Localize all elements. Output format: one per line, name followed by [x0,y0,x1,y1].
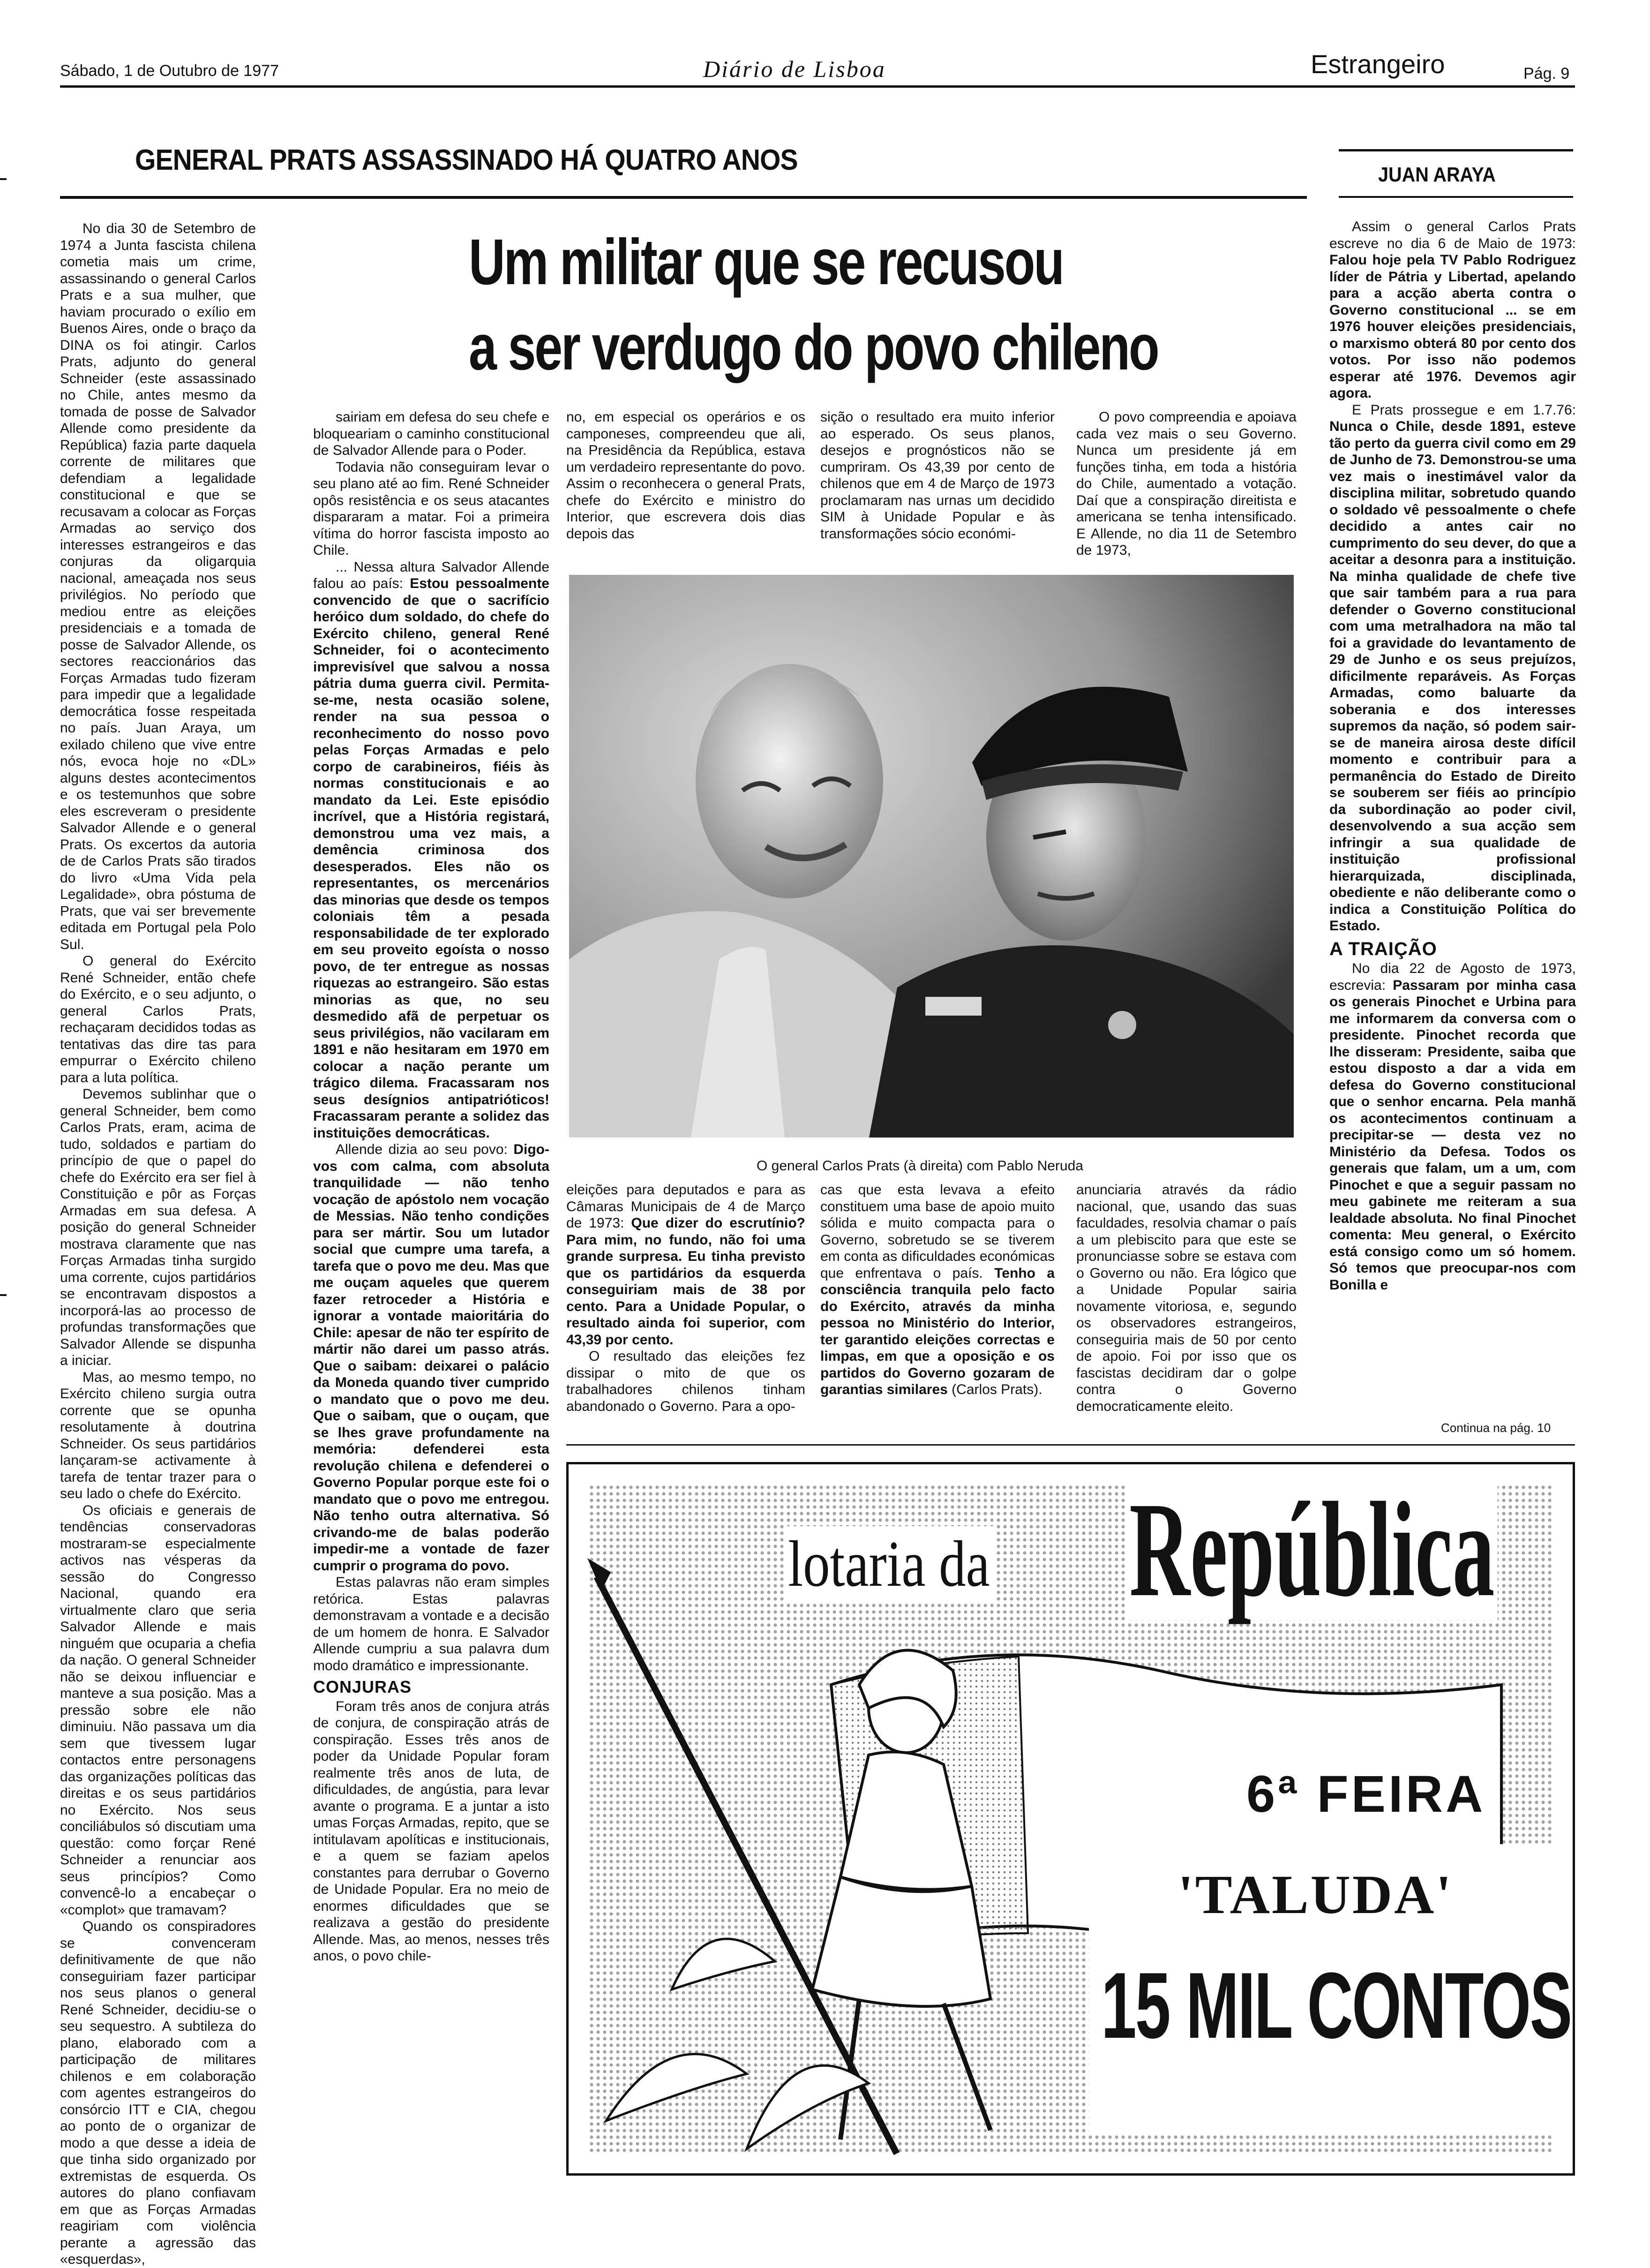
ad-title-republica: República [1126,1479,1498,1620]
lottery-advertisement [566,1462,1575,2176]
text-run: Assim o general Carlos Prats escreve no dia 6 de Maio de 1973: [1329,219,1576,251]
story-column-2 [313,409,549,2172]
body-paragraph: Foram três anos de conjura atrás de conjura, de conspiração atrás de conspiração. Esses três anos de poder da Unidade Popular foram realmente três anos de luta, de dificuldades, de angústia, para levar avante o programa. E a juntar a isto umas Forças Armadas, repito, que se intitulavam apolíticas e institucionais, e a quem se faziam apelos constantes para derrubar o Governo de Unidade Popular. Era no meio de enormes dificuldades que se realizava a gestão do presidente Allende. Mas, ao menos, nesses três anos, o povo chile- [313,1698,549,1964]
allende-quote-1: Estou pessoalmente convencido de que o sacrifício heróico dum soldado, do chefe do Exército chileno, general René Schneider, foi o acontecimento imprevisível que salvou a nossa pátria duma guerra civil. Permita-se-me, nesta ocasião solene, render na sua pessoa o reconhecimento do nosso povo pelas Forças Armadas e pelo corpo de carabineiros, fiéis às normas constitucionais e ao mandato da Lei. Este episódio incrível, que a História registará, demonstrou uma vez mais, a demência criminosa dos desesperados. Eles não os representantes, os mercenários das minorias que desde os tempos coloniais têm a pesada responsabilidade de ter explorado em seu proveito egoísta o nosso povo, de ter entregue as nossas riquezas ao estrangeiro. São estas minorias as que, no seu desmedido afã de perpetuar os seus privilégios, não vacilaram em 1891 e não hesitaram em 1970 em colocar a nação perante um trágico dilema. Fracassaram nos seus desígnios antipatrióticos! Fracassaram perante a solidez das instituições democráticas. [313,576,549,1141]
page-number: Pág. 9 [1523,65,1570,83]
body-paragraph: Estas palavras não eram simples retórica. Estas palavras demonstravam a vontade e a decisão de um homem de honra. E Salvador Allende cumpriu a sua palavra dum modo dramático e impressionante. [313,1575,549,1673]
body-paragraph: O general do Exército René Schneider, então chefe do Exército, e o seu adjunto, o general Carlos Prats, rechaçaram decididos todas as tentativas das dire tas para empurrar o Exército chileno para a luta política. [60,953,256,1085]
text-run: E Prats prossegue e em 1.7.76: [1352,402,1576,418]
story-kicker: GENERAL PRATS ASSASSINADO HÁ QUATRO ANOS [135,144,798,176]
sidebar-byline: JUAN ARAYA [1378,163,1496,186]
body-paragraph: Quando os conspiradores se convenceram definitivamente de que não conseguiriam fazer participar nos seus planos o general René Schneider, decidiu-se o seu sequestro. A subtileza do plano, elaborado com a participação de militares chilenos e em colaboração com agentes estrangeiros do consórcio ITT e CIA, chegou ao ponto de o organizar de modo a que desse a ideia de que tinha sido organizado por extremistas de esquerda. Os autores do plano confiavam em que as Forças Armadas reagiriam com violência perante a agressão das «esquerdas», [60,1919,256,2267]
body-paragraph: Os oficiais e generais de tendências conservadoras mostraram-se especialmente activos nas vésperas da sessão do Congresso Nacional, quando era virtualmente claro que seria Salvador Allende e mais ninguém que ocuparia a chefia da nação. O general Schneider não se deixou influenciar e manteve a sua posição. Mas a pressão sobre ele não diminuiu. Não passava um dia sem que tivessem lugar contactos entre personagens das organizações políticas das direitas e os seus partidários no Exército. Nos seus conciliábulos só discutiam uma questão: como forçar René Schneider a renunciar aos seus princípios? Como convencê-lo a encabeçar o «complot» que tramavam? [60,1502,256,1918]
subhead-a-traicao: A TRAIÇÃO [1329,938,1437,959]
story-column-5-bottom [1076,1182,1297,1435]
story-column-5-top [1076,409,1297,564]
sidebar-byline-rule [1339,196,1573,198]
headline-line-2: a ser verdugo do povo chileno [469,311,1158,384]
body-paragraph: anunciaria através da rádio nacional, que, usando das suas faculdades, resolvia chamar o país a um plebiscito para que este se pronunciasse sobre se estava com o Governo ou não. Era lógico que a Unidade Popular sairia novamente vitoriosa, e, segundo os observadores estrangeiros, conseguiria mais de 50 por cento de apoio. Foi por isso que os fascistas decidiram dar o golpe contra o Governo democraticamente eleito. [1076,1182,1297,1414]
ad-top-rule [566,1444,1575,1446]
story-column-1 [60,220,256,2267]
story-column-4-bottom [820,1182,1055,1435]
story-column-3-top [566,409,805,564]
masthead: Diário de Lisboa [703,56,886,82]
allende-intro: ... Nessa altura Salvador Allende falou ao país: [313,559,549,591]
story-column-3-bottom [566,1182,805,1435]
continued-note: Continua na pág. 10 [1441,1421,1551,1435]
headline-line-1: Um militar que se recusou [469,226,1063,298]
prats-quote: Passaram por minha casa os generais Pinochet e Urbina para me informarem da conversa com o presidente. Pinochet recorda que lhe disseram: Presidente, saiba que estou disposto a dar a vida em defesa do Governo constitucional que o senhor encarna. Pela manhã os acontecimentos continuam a precipitar-se — desta vez no Ministério da Defesa. Todos os generais que falam, um a um, com Pinochet e que a seguir passam no meu gabinete me reiteram a sua lealdade absoluta. No final Pinochet comenta: Meu general, o Exército está consigo como um só homem. Só temos que preocupar-nos com Bonilla e [1329,977,1576,1293]
ad-taluda: 'TALUDA' [1178,1864,1454,1925]
body-paragraph: O povo compreendia e apoiava cada vez mais o seu Governo. Nunca um presidente já em funções tinha, em toda a história do Chile, aumentado a votação. Daí que a conspiração direitista e americana se tenha intensificado. E Allende, no dia 11 de Setembro de 1973, [1076,409,1297,558]
body-paragraph [313,559,549,1142]
prats-quote: Falou hoje pela TV Pablo Rodriguez líder de Pátria y Libertad, apelando para a acção aberta contra o Governo constitucional ... se em 1976 houver eleições presidenciais, o marxismo obterá 80 por cento dos votos. Por isso não podemos esperar até 1976. Devemos agir agora. [1329,252,1576,401]
kicker-rule [60,196,1307,199]
body-paragraph: Todavia não conseguiram levar o seu plano até ao fim. René Schneider opôs resistência e os seus atacantes dispararam a matar. Foi a primeira vítima do horror fascista imposto ao Chile. [313,459,549,558]
text-run: (Carlos Prats). [952,1382,1042,1397]
sidebar-top-rule [1339,149,1573,151]
sidebar-paragraph [1329,960,1576,1293]
prats-quote: Tenho a consciência tranquila pelo facto do Exército, através da minha pessoa no Ministério do Interior, ter garantido eleições correctas e limpas, em que a oposição e os partidos do Governo gozaram de garantias similares [820,1265,1055,1397]
text-run: eleições para deputados e para as Câmaras Municipais de 4 de Março de 1973: [566,1182,805,1231]
header-rule [60,85,1575,88]
body-paragraph: no, em especial os operários e os camponeses, compreendeu que ali, na Presidência da República, estava um verdadeiro representante do povo. Assim o reconhecera o general Prats, chefe do Exército e ministro do Interior, que escrevera dois dias depois das [566,409,805,542]
allende-intro-2: Allende dizia ao seu povo: [336,1142,508,1157]
subhead-conjuras: CONJURAS [313,1677,412,1696]
body-paragraph [820,1182,1055,1398]
text-run: cas que esta levava a efeito constituem uma base de apoio muito sólida e muito compacta para o Governo, sobretudo se se tiverem em conta as dificuldades económicas que enfrentava o país. [820,1182,1055,1281]
sidebar-paragraph [1329,219,1576,402]
body-paragraph: Mas, ao mesmo tempo, no Exército chileno surgia outra corrente que se opunha resolutamente à doutrina Schneider. Os seus partidários lançaram-se activamente à tarefa de tentar trazer para o seu lado o chefe do Exército. [60,1369,256,1501]
body-paragraph: O resultado das eleições fez dissipar o mito de que os trabalhadores chilenos tinham abandonado o Governo. Para a opo- [566,1349,805,1414]
photo-caption: O general Carlos Prats (à direita) com Pablo Neruda [757,1158,1083,1174]
sidebar-column [1329,219,1576,1419]
allende-quote-2: Digo-vos com calma, com absoluta tranquilidade — não tenho vocação de apóstolo nem vocação de Messias. Não tenho condições para ser mártir. Sou um lutador social que cumpre uma tarefa, a tarefa que o povo me deu. Mas que me ouçam aqueles que querem fazer retroceder a História e ignorar a vontade maioritária do Chile: apesar de não ter espírito de mártir não darei um passo atrás. Que o saibam: deixarei o palácio da Moneda quando tiver cumprido o mandato que o povo me deu. Que o saibam, que o ouçam, que se lhes grave profundamente na memória: defenderei esta revolução chilena e defenderei o Governo Popular porque este foi o mandato que o povo me entregou. Não tenho outra alternativa. Só crivando-me de balas poderão impedir-me a vontade de fazer cumprir o programa do povo. [313,1142,549,1574]
prats-quote: Que dizer do escrutínio? Para mim, no fundo, não foi uma grande surpresa. Eu tinha previsto que os partidários da esquerda conseguiriam mais de 38 por cento. Para a Unidade Popular, o resultado ainda foi superior, com 43,39 por cento. [566,1215,805,1348]
story-column-4-top [820,409,1055,564]
margin-mark [0,1294,7,1296]
prats-quote: Nunca o Chile, desde 1891, esteve tão perto da guerra civil como em 29 de Junho de 73. Demonstrou-se uma vez mais o inestimável valor da disciplina militar, sobretudo quando o soldado vê pessoalmente o chefe decidido a antes cair no cumprimento do seu dever, do que a aceitar a desonra para a instituição. Na minha qualidade de chefe tive que sair também para a rua para defender o Governo constitucional com uma metralhadora na mão tal foi a gravidade do levantamento de 29 de Junho e os seus prejuízos, dificilmente reparáveis. As Forças Armadas, como baluarte da soberania e dos interesses supremos da nação, só podem sair-se de maneira airosa deste difícil momento e contribuir para a permanência do Estado de Direito se souberem ser fiéis ao princípio da subordinação ao poder civil, desenvolvendo a sua acção sem infringir a sua qualidade de instituição profissional hierarquizada, disciplinada, obediente e não deliberante como o indica a Constituição Política do Estado. [1329,419,1576,934]
body-paragraph [566,1182,805,1348]
body-paragraph: sairiam em defesa do seu chefe e bloqueariam o caminho constitucional de Salvador Allende para o Poder. [313,409,549,458]
ad-draw-day: 6ª FEIRA [1239,1764,1493,1824]
body-paragraph [313,1141,549,1574]
body-paragraph: Devemos sublinhar que o general Schneider, bem como Carlos Prats, eram, acima de tudo, soldados e partiam do princípio de que o papel do chefe do Exército era ser fiel à Constituição e pôr as Forças Armadas em sua defesa. A posição do general Schneider mostrava claramente que nas Forças Armadas tinha surgido uma corrente, cujos partidários se encontravam dispostos a incorporá-las ao processo de profundas transformações que Salvador Allende se dispunha a iniciar. [60,1086,256,1368]
intro-paragraph: No dia 30 de Setembro de 1974 a Junta fascista chilena cometia mais um crime, assassinando o general Carlos Prats e a sua mulher, que haviam procurado o exílio em Buenos Aires, onde o braço da DINA os foi atingir. Carlos Prats, adjunto do general Schneider (este assassinado no Chile, antes mesmo da tomada de posse de Salvador Allende como presidente da República) fazia parte daquela corrente de militares que defendiam a legalidade constitucional e que se recusavam a colocar as Forças Armadas ao serviço dos interesses estrangeiros e das conjuras da oligarquia nacional, ameaçada nos seus privilégios. No período que mediou entre as eleições presidenciais e a tomada de posse de Salvador Allende, os sectores reaccionários das Forças Armadas tudo fizeram para impedir que a legalidade democrática fosse respeitada no país. Juan Araya, um exilado chileno que vive entre nós, evoca hoje no «DL» alguns destes acontecimentos e os testemunhos que sobre eles escreveram o presidente Salvador Allende e o general Prats. Os excertos da autoria de de Carlos Prats são tirados do livro «Uma Vida pela Legalidade», obra póstuma de Prats, que vai ser brevemente editada em Portugal pela Polo Sul. [60,221,256,952]
header-date: Sábado, 1 de Outubro de 1977 [60,62,279,80]
text-run: No dia 22 de Agosto de 1973, escrevia: [1329,961,1576,993]
section-name: Estrangeiro [1311,49,1445,79]
photo-prats-neruda [569,575,1294,1138]
sidebar-paragraph [1329,402,1576,934]
margin-mark [0,178,7,180]
photo-image [569,575,1294,1138]
ad-prize: 15 MIL CONTOS [1101,1953,1571,2058]
ad-title-lotaria: lotaria da [784,1526,994,1602]
body-paragraph: sição o resultado era muito inferior ao esperado. Os seus planos, desejos e prognósticos não se cumpriram. Os 43,39 por cento de chilenos que em 4 de Março de 1973 proclamaram nas urnas um decidido SIM à Unidade Popular e às transformações sócio económi- [820,409,1055,542]
